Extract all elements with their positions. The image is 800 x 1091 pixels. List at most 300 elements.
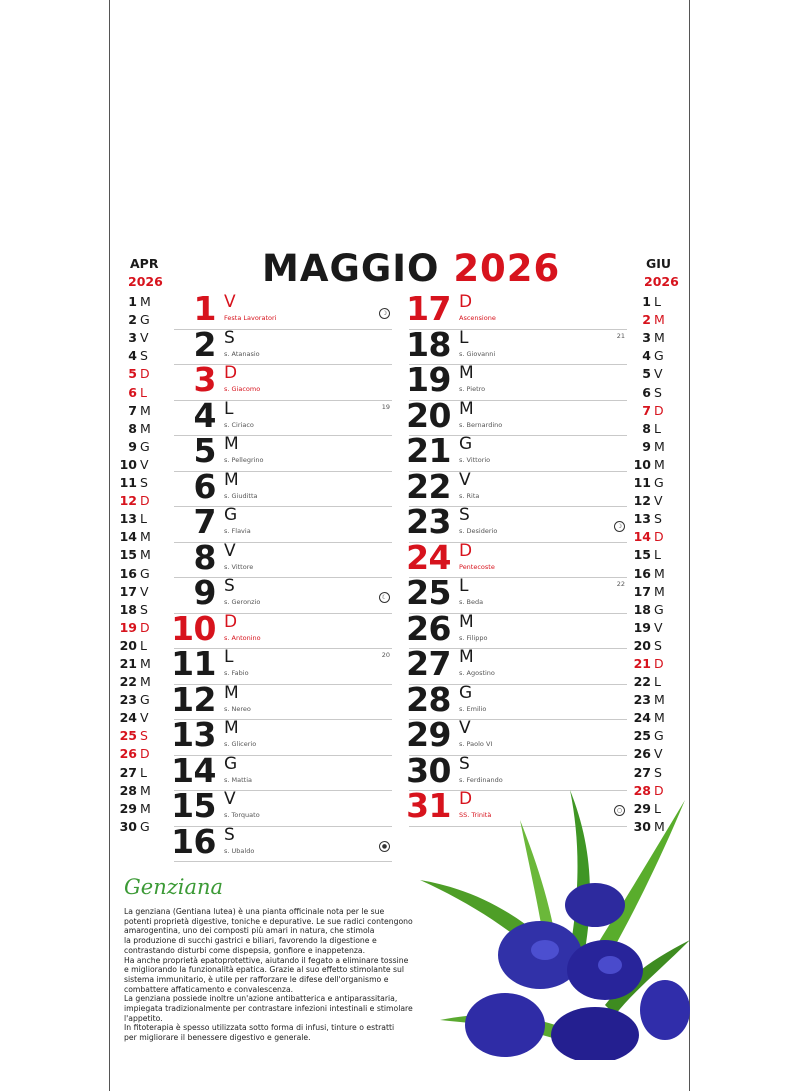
mini-day-row — [118, 402, 163, 420]
mini-day-number: 29 — [633, 800, 651, 816]
mini-day-letter: M — [654, 583, 665, 599]
day-letter: M — [459, 398, 474, 419]
mini-day-number: 5 — [128, 366, 137, 382]
mini-day-letter: D — [140, 746, 150, 762]
day-letter: M — [459, 647, 474, 667]
day-number: 7 — [193, 502, 216, 541]
mini-day-letter: V — [654, 493, 663, 509]
mini-day-number: 21 — [633, 655, 651, 671]
mini-day-letter: L — [654, 294, 661, 310]
mini-day-letter: S — [654, 764, 662, 780]
day-number: 2 — [193, 324, 216, 364]
saint-name: s. Giacomo — [224, 385, 261, 393]
mini-day-letter: M — [654, 312, 665, 328]
saint-name: Pentecoste — [459, 562, 495, 571]
plant-text-line: contrastando disturbi come dispepsia, gonfiore e inappetenza. — [124, 945, 366, 955]
mini-day-letter: S — [654, 637, 662, 653]
day-letter: M — [459, 611, 474, 632]
saint-name: s. Geronzio — [224, 598, 261, 606]
mini-day-number: 8 — [642, 420, 651, 436]
mini-day-letter: M — [140, 674, 151, 690]
plant-name: Genziana — [124, 875, 224, 899]
gentian-flower-image — [420, 780, 690, 1060]
mini-day-letter: D — [654, 782, 664, 798]
mini-day-number: 27 — [119, 764, 137, 780]
mini-day-number: 30 — [633, 818, 651, 834]
mini-day-number: 30 — [119, 818, 137, 834]
day-letter: D — [224, 363, 238, 383]
day-letter: S — [459, 505, 470, 525]
mini-day-row — [632, 420, 679, 438]
day-letter: L — [224, 647, 234, 667]
mini-day-row — [118, 474, 163, 492]
mini-day-row — [118, 329, 163, 347]
mini-day-number: 5 — [642, 366, 651, 382]
mini-day-row — [632, 709, 679, 727]
mini-day-row — [632, 492, 679, 510]
mini-day-number: 11 — [633, 475, 651, 491]
day-number: 23 — [406, 502, 451, 541]
mini-day-row — [118, 691, 163, 709]
saint-name: s. Emilio — [459, 704, 487, 713]
mini-day-row — [118, 293, 163, 311]
days-column-left — [171, 289, 392, 862]
day-letter: M — [224, 469, 239, 490]
mini-day-row — [118, 782, 163, 800]
mini-day-letter: M — [140, 529, 151, 545]
saint-name: s. Mattia — [224, 775, 252, 784]
mini-day-row — [632, 691, 679, 709]
mini-day-letter: M — [654, 456, 665, 472]
mini-day-letter: S — [140, 475, 148, 491]
day-letter: V — [224, 540, 236, 561]
day-row — [171, 821, 392, 863]
mini-day-number: 19 — [119, 619, 137, 635]
mini-day-row — [118, 709, 163, 727]
previous-month-year: 2026 — [128, 274, 163, 290]
mini-day-number: 20 — [633, 637, 651, 653]
mini-day-letter: L — [654, 800, 661, 816]
mini-day-row — [632, 546, 679, 564]
day-letter: G — [459, 682, 473, 703]
mini-day-letter: L — [140, 511, 147, 527]
mini-day-row — [118, 546, 163, 564]
plant-text — [124, 907, 414, 1043]
day-number: 24 — [406, 537, 451, 577]
mini-day-number: 25 — [633, 728, 651, 744]
week-number: 21 — [616, 331, 625, 340]
mini-day-row — [632, 673, 679, 691]
mini-day-number: 29 — [119, 800, 137, 816]
mini-day-letter: V — [140, 330, 149, 346]
mini-day-number: 20 — [119, 637, 137, 653]
mini-day-row — [118, 492, 163, 510]
mini-day-row — [118, 745, 163, 763]
day-number: 22 — [406, 466, 451, 506]
mini-day-row — [118, 510, 163, 528]
plant-text-line: la produzione di succhi gastrici e biliari, favorendo la digestione e — [124, 936, 377, 946]
week-number: 22 — [616, 580, 625, 588]
mini-day-row — [632, 727, 679, 745]
mini-day-row — [632, 601, 679, 619]
mini-day-row — [118, 528, 163, 546]
plant-text-line: In fitoterapia è spesso utilizzata sotto forma di infusi, tinture o estratti — [124, 1023, 395, 1033]
previous-month-column — [118, 255, 163, 836]
mini-day-number: 9 — [642, 438, 651, 454]
mini-day-letter: L — [654, 547, 661, 563]
mini-day-number: 21 — [119, 655, 137, 671]
day-letter: L — [224, 398, 234, 419]
day-number: 3 — [193, 360, 216, 399]
next-month-column — [632, 255, 679, 836]
mini-day-row — [632, 456, 679, 474]
mini-day-letter: D — [654, 529, 664, 545]
mini-day-letter: M — [654, 438, 665, 454]
saint-name: s. Vittorio — [459, 456, 491, 464]
plant-text-line: per migliorare il benessere digestivo e generale. — [124, 1033, 311, 1043]
day-letter: S — [224, 327, 235, 348]
mini-day-row — [632, 384, 679, 402]
mini-day-letter: D — [140, 493, 150, 509]
day-letter: G — [459, 434, 473, 454]
mini-day-row — [118, 619, 163, 637]
saint-name: s. Fabio — [224, 669, 249, 677]
mini-day-row — [632, 745, 679, 763]
mini-day-number: 3 — [642, 330, 651, 346]
mini-day-row — [118, 456, 163, 474]
mini-day-letter: L — [140, 637, 147, 653]
mini-day-row — [632, 347, 679, 365]
mini-day-number: 9 — [128, 438, 137, 454]
mini-day-number: 6 — [642, 384, 651, 400]
year-title: 2026 — [453, 247, 561, 290]
mini-day-number: 23 — [633, 692, 651, 708]
mini-day-row — [632, 565, 679, 583]
day-letter: L — [459, 576, 469, 596]
mini-day-row — [632, 619, 679, 637]
mini-day-letter: M — [654, 710, 665, 726]
mini-day-letter: L — [140, 764, 147, 780]
mini-day-letter: V — [654, 366, 663, 382]
saint-name: Festa Lavoratori — [224, 314, 277, 322]
day-number: 12 — [171, 679, 216, 719]
saint-name: s. Rita — [459, 491, 480, 500]
mini-day-letter: G — [140, 312, 150, 328]
plant-text-line: La genziana possiede inoltre un'azione antibatterica e antiparassitaria, — [124, 994, 398, 1004]
moon-phase-icon: ☽ — [614, 521, 625, 532]
saint-name: Ascensione — [459, 314, 496, 322]
day-number: 30 — [406, 750, 451, 790]
mini-day-number: 27 — [633, 764, 651, 780]
mini-day-letter: L — [654, 674, 661, 690]
day-number: 13 — [171, 715, 216, 754]
mini-day-number: 15 — [633, 547, 651, 563]
mini-day-row — [632, 528, 679, 546]
mini-day-number: 17 — [633, 583, 651, 599]
mini-day-number: 14 — [633, 529, 651, 545]
mini-day-row — [632, 655, 679, 673]
mini-day-row — [118, 727, 163, 745]
mini-day-letter: M — [140, 402, 151, 418]
day-letter: D — [459, 789, 473, 809]
mini-day-letter: D — [654, 655, 664, 671]
saint-name: s. Pietro — [459, 385, 486, 393]
mini-day-number: 24 — [119, 710, 137, 726]
mini-day-letter: M — [140, 800, 151, 816]
day-number: 8 — [193, 537, 216, 577]
day-letter: M — [224, 718, 239, 738]
mini-day-number: 19 — [633, 619, 651, 635]
moon-phase-icon: ☾ — [379, 592, 390, 603]
page-title — [262, 247, 561, 290]
mini-day-row — [632, 510, 679, 528]
day-number: 15 — [171, 786, 216, 825]
mini-day-letter: G — [654, 728, 664, 744]
previous-month-label: APR — [130, 256, 159, 271]
mini-day-row — [118, 365, 163, 383]
mini-day-letter: M — [140, 547, 151, 563]
plant-text-line: combattere affaticamento e convalescenza. — [124, 984, 294, 994]
mini-day-letter: S — [140, 728, 148, 744]
day-number: 1 — [193, 289, 216, 328]
mini-day-number: 17 — [119, 583, 137, 599]
day-number: 18 — [406, 324, 451, 364]
day-number: 25 — [406, 573, 451, 612]
day-number: 11 — [171, 644, 216, 683]
saint-name: s. Giuditta — [224, 491, 258, 500]
day-number: 14 — [171, 750, 216, 790]
mini-day-number: 11 — [119, 475, 137, 491]
plant-text-line: e migliorando la funzionalità epatica. Grazie al suo effetto stimolante sul — [124, 965, 405, 975]
day-letter: V — [459, 469, 471, 490]
month-title: MAGGIO — [262, 247, 440, 290]
saint-name: s. Nereo — [224, 704, 251, 713]
saint-name: s. Antonino — [224, 633, 261, 642]
mini-day-row — [632, 438, 679, 456]
mini-day-letter: D — [654, 402, 664, 418]
mini-day-letter: V — [654, 746, 663, 762]
mini-day-number: 12 — [633, 493, 651, 509]
day-letter: L — [459, 327, 469, 348]
mini-day-number: 13 — [119, 511, 137, 527]
mini-day-letter: G — [140, 818, 150, 834]
saint-name: s. Glicerio — [224, 740, 257, 748]
mini-day-letter: M — [654, 330, 665, 346]
saint-name: s. Flavia — [224, 527, 251, 535]
mini-day-row — [118, 583, 163, 601]
day-number: 19 — [406, 360, 451, 399]
moon-phase-icon: ☽ — [379, 308, 390, 319]
mini-day-letter: M — [140, 420, 151, 436]
day-number: 21 — [406, 431, 451, 470]
mini-day-letter: G — [140, 565, 150, 581]
day-number: 28 — [406, 679, 451, 719]
day-letter: D — [224, 611, 238, 632]
mini-day-number: 14 — [119, 529, 137, 545]
mini-day-letter: S — [654, 384, 662, 400]
mini-day-row — [632, 402, 679, 420]
saint-name: s. Vittore — [224, 562, 254, 571]
mini-day-row — [118, 655, 163, 673]
mini-day-number: 13 — [633, 511, 651, 527]
mini-day-row — [118, 601, 163, 619]
mini-day-row — [118, 311, 163, 329]
day-letter: G — [224, 753, 238, 774]
mini-day-letter: S — [140, 348, 148, 364]
mini-day-number: 16 — [633, 565, 651, 581]
mini-day-row — [118, 764, 163, 782]
day-number: 20 — [406, 395, 451, 435]
mini-day-row — [632, 474, 679, 492]
mini-day-number: 12 — [119, 493, 137, 509]
saint-name: s. Torquato — [224, 811, 260, 819]
moon-phase-icon: ○ — [614, 805, 625, 816]
mini-day-letter: V — [140, 710, 149, 726]
mini-day-letter: L — [654, 420, 661, 436]
next-month-year: 2026 — [644, 274, 679, 290]
mini-day-letter: D — [140, 366, 150, 382]
mini-day-row — [118, 384, 163, 402]
mini-day-letter: D — [140, 619, 150, 635]
moon-phase-icon: ● — [379, 841, 390, 852]
saint-name: s. Atanasio — [224, 349, 260, 358]
days-column-right — [406, 289, 627, 827]
day-number: 17 — [406, 289, 451, 328]
mini-day-letter: V — [140, 456, 149, 472]
saint-name: s. Beda — [459, 598, 484, 606]
mini-day-letter: G — [654, 601, 664, 617]
mini-day-letter: M — [140, 782, 151, 798]
mini-day-number: 23 — [119, 692, 137, 708]
mini-day-row — [632, 311, 679, 329]
mini-day-row — [632, 293, 679, 311]
saint-name: s. Giovanni — [459, 349, 496, 358]
week-number: 19 — [381, 402, 390, 411]
mini-day-number: 10 — [119, 456, 137, 472]
mini-day-number: 1 — [128, 294, 137, 310]
mini-day-number: 24 — [633, 710, 651, 726]
mini-day-row — [118, 347, 163, 365]
plant-text-line: amarogentina, uno dei composti più amari in natura, che stimola — [124, 926, 375, 936]
day-letter: S — [459, 753, 470, 774]
saint-name: SS. Trinità — [459, 811, 492, 819]
mini-day-number: 26 — [119, 746, 137, 762]
plant-text-line: Ha anche proprietà epatoprotettive, aiutando il fegato a eliminare tossine — [124, 955, 409, 965]
mini-day-row — [118, 637, 163, 655]
day-letter: V — [224, 292, 236, 312]
mini-day-letter: G — [654, 475, 664, 491]
mini-day-row — [118, 565, 163, 583]
day-letter: V — [459, 718, 471, 738]
mini-day-letter: S — [140, 601, 148, 617]
mini-day-letter: M — [140, 655, 151, 671]
saint-name: s. Ubaldo — [224, 846, 255, 855]
next-month-label: GIU — [646, 256, 672, 271]
day-number: 26 — [406, 608, 451, 648]
mini-day-number: 22 — [633, 674, 651, 690]
day-number: 5 — [193, 431, 216, 470]
mini-day-number: 1 — [642, 294, 651, 310]
mini-day-number: 3 — [128, 330, 137, 346]
mini-day-number: 15 — [119, 547, 137, 563]
mini-day-letter: V — [654, 619, 663, 635]
week-number: 20 — [381, 651, 390, 659]
mini-day-row — [118, 420, 163, 438]
mini-day-letter: M — [140, 294, 151, 310]
mini-day-number: 7 — [128, 402, 137, 418]
day-number: 27 — [406, 644, 451, 683]
mini-day-number: 18 — [119, 601, 137, 617]
mini-day-number: 26 — [633, 746, 651, 762]
plant-text-line: sistema immunitario, è utile per rafforzare le difese dell'organismo e — [124, 974, 389, 984]
mini-day-row — [632, 365, 679, 383]
mini-day-letter: M — [654, 692, 665, 708]
mini-day-number: 18 — [633, 601, 651, 617]
day-letter: D — [459, 540, 473, 561]
day-number: 16 — [171, 821, 216, 861]
day-letter: S — [224, 824, 235, 845]
mini-day-number: 4 — [642, 348, 651, 364]
day-number: 10 — [171, 608, 216, 648]
plant-text-line: l'appetito. — [124, 1013, 163, 1023]
mini-day-letter: V — [140, 583, 149, 599]
mini-day-number: 28 — [633, 782, 651, 798]
saint-name: s. Bernardino — [459, 420, 503, 429]
mini-day-number: 25 — [119, 728, 137, 744]
day-letter: M — [224, 434, 239, 454]
mini-day-letter: M — [654, 565, 665, 581]
mini-day-row — [118, 438, 163, 456]
mini-day-number: 2 — [128, 312, 137, 328]
mini-day-row — [632, 637, 679, 655]
saint-name: s. Ferdinando — [459, 775, 503, 784]
mini-day-number: 10 — [633, 456, 651, 472]
saint-name: s. Paolo VI — [459, 740, 493, 748]
mini-day-row — [632, 329, 679, 347]
mini-day-row — [118, 818, 163, 836]
day-letter: D — [459, 292, 473, 312]
saint-name: s. Ciriaco — [224, 420, 254, 429]
saint-name: s. Pellegrino — [224, 456, 264, 464]
saint-name: s. Agostino — [459, 669, 495, 677]
day-letter: M — [224, 682, 239, 703]
day-letter: S — [224, 576, 235, 596]
mini-day-number: 4 — [128, 348, 137, 364]
day-number: 9 — [193, 573, 216, 612]
mini-day-letter: G — [140, 438, 150, 454]
day-letter: M — [459, 363, 474, 383]
mini-day-letter: M — [654, 818, 665, 834]
plant-description — [124, 875, 414, 1043]
mini-day-number: 16 — [119, 565, 137, 581]
mini-day-letter: G — [654, 348, 664, 364]
plant-text-line: La genziana (Gentiana lutea) è una pianta officinale nota per le sue — [124, 907, 385, 916]
saint-name: s. Filippo — [459, 633, 488, 642]
day-letter: V — [224, 789, 236, 809]
day-number: 29 — [406, 715, 451, 754]
mini-day-row — [118, 673, 163, 691]
mini-day-letter: L — [140, 384, 147, 400]
mini-day-row — [632, 583, 679, 601]
mini-day-number: 2 — [642, 312, 651, 328]
mini-day-number: 22 — [119, 674, 137, 690]
mini-day-number: 8 — [128, 420, 137, 436]
mini-day-row — [632, 764, 679, 782]
day-number: 4 — [193, 395, 216, 435]
day-number: 31 — [406, 786, 451, 825]
mini-day-letter: G — [140, 692, 150, 708]
mini-day-number: 28 — [119, 782, 137, 798]
